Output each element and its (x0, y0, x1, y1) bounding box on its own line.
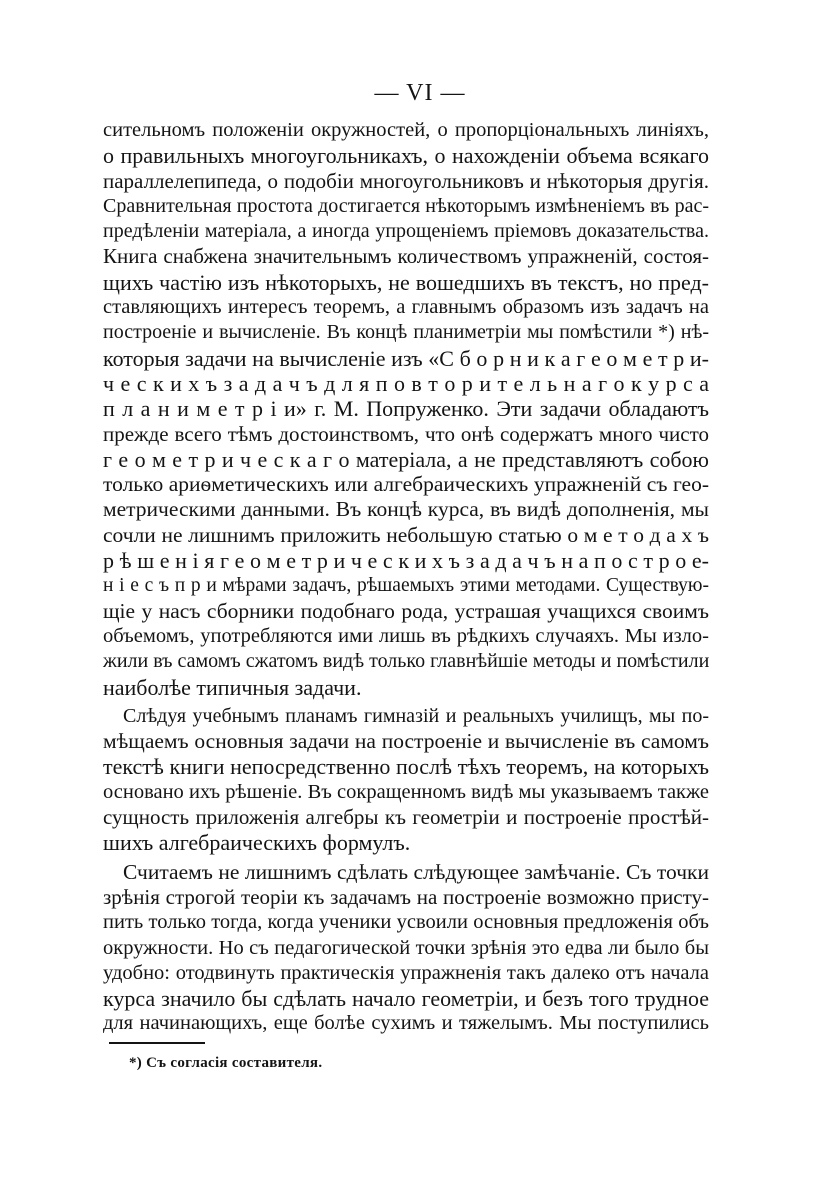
text-line: основано ихъ рѣшенiе. Въ сокращенномъ видѣ мы указываемъ также (103, 780, 709, 803)
text-line: которыя задачи на вычисленiе изъ «С б о р н и к а г е о м е т р и- (103, 345, 709, 371)
text-line: прежде всего тѣмъ достоинствомъ, что онѣ содержатъ много чисто (103, 421, 709, 446)
text-line: удобно: отодвинуть практическiя упражненiя такъ далеко отъ начала (103, 961, 709, 984)
text-line: курса значило бы сдѣлать начало геометрiи, и безъ того трудное (103, 986, 709, 1012)
text-line: для начинающихъ, еще болѣе сухимъ и тяжелымъ. Мы поступились (103, 1012, 709, 1035)
text-line: ставляющихъ интересъ теоремъ, а главнымъ образомъ изъ задачъ на (103, 296, 709, 319)
text-line: Книга снабжена значительнымъ количествомъ упражненiй, состоя- (103, 244, 709, 269)
text-line: построенiе и вычисленiе. Въ концѣ планиметрiи мы помѣстили *) нѣ- (103, 321, 709, 344)
paragraph (103, 860, 709, 1037)
paragraph (103, 704, 709, 856)
text-line: Сравнительная простота достигается нѣкоторымъ измѣненiемъ въ рас- (103, 194, 709, 217)
text-line: щiе у насъ сборники подобнаго рода, устрашая учащихся своимъ (103, 598, 709, 623)
body-text (103, 118, 709, 1037)
text-line: Считаемъ не лишнимъ сдѣлать слѣдующее замѣчанiе. Съ точки (123, 859, 709, 884)
footnote: *) Съ согласiя составителя. (129, 1055, 323, 1071)
text-line: р ѣ ш е н i я г е о м е т р и ч е с к и х ъ з а д а ч ъ н а п о с т р о е- (103, 548, 709, 574)
text-line: г е о м е т р и ч е с к а г о матерiала, а не представляютъ собою (103, 446, 709, 472)
text-line: о правильныхъ многоугольникахъ, о нахожденiи объема всякаго (103, 143, 709, 169)
text-line: щихъ частiю изъ нѣкоторыхъ, не вошедшихъ въ текстъ, но пред- (103, 269, 709, 295)
text-line: объемомъ, употребляются ими лишь въ рѣдкихъ случаяхъ. Мы изло- (103, 624, 709, 647)
text-line: метрическими данными. Въ концѣ курса, въ видѣ дополненiя, мы (103, 497, 709, 522)
text-line: сительномъ положенiи окружностей, о пропорцiональныхъ линiяхъ, (103, 119, 709, 141)
text-line: только ариѳметическихъ или алгебраическихъ упражненiй съ гео- (103, 472, 709, 497)
text-line: сущность приложенiя алгебры къ геометрiи и построенiе простѣй- (103, 805, 709, 830)
text-line: пить только тогда, когда ученики усвоили основныя предложенiя объ (103, 911, 709, 934)
text-line: текстѣ книги непосредственно послѣ тѣхъ теоремъ, на которыхъ (103, 754, 709, 780)
text-line: ч е с к и х ъ з а д а ч ъ д л я п о в т о р и т е л ь н а г о к у р с а (103, 370, 709, 396)
text-line: п л а н и м е т р i и» г. М. Попруженко. Эти задачи обладаютъ (103, 396, 709, 422)
text-line: жили въ самомъ сжатомъ видѣ только главнѣйшiе методы и помѣстили (103, 650, 710, 673)
page-number: — VI — (374, 80, 466, 106)
text-line: мѣщаемъ основныя задачи на построенiе и вычисленiе въ самомъ (103, 729, 709, 754)
text-line: окружности. Но съ педагогической точки зрѣнiя это едва ли было бы (103, 936, 709, 959)
paragraph (103, 118, 709, 700)
text-line: шихъ алгебраическихъ формулъ. (103, 830, 411, 856)
text-line: сочли не лишнимъ приложить небольшую статью о м е т о д а х ъ (103, 522, 709, 547)
text-line: предѣленiи матерiала, а иногда упрощенiемъ прiемовъ доказательства. (103, 220, 709, 243)
footnote-divider (109, 1042, 205, 1044)
text-line: параллелепипеда, о подобiи многоугольниковъ и нѣкоторыя другiя. (103, 168, 709, 193)
text-line: зрѣнiя строгой теорiи къ задачамъ на построенiе возможно присту- (103, 884, 709, 909)
text-line: наиболѣе типичныя задачи. (103, 674, 362, 700)
text-line: н i е с ъ п р и мѣрами задачъ, рѣшаемыхъ этими методами. Существую- (103, 575, 709, 597)
text-line: Слѣдуя учебнымъ планамъ гимназiй и реальныхъ училищъ, мы по- (123, 704, 709, 727)
